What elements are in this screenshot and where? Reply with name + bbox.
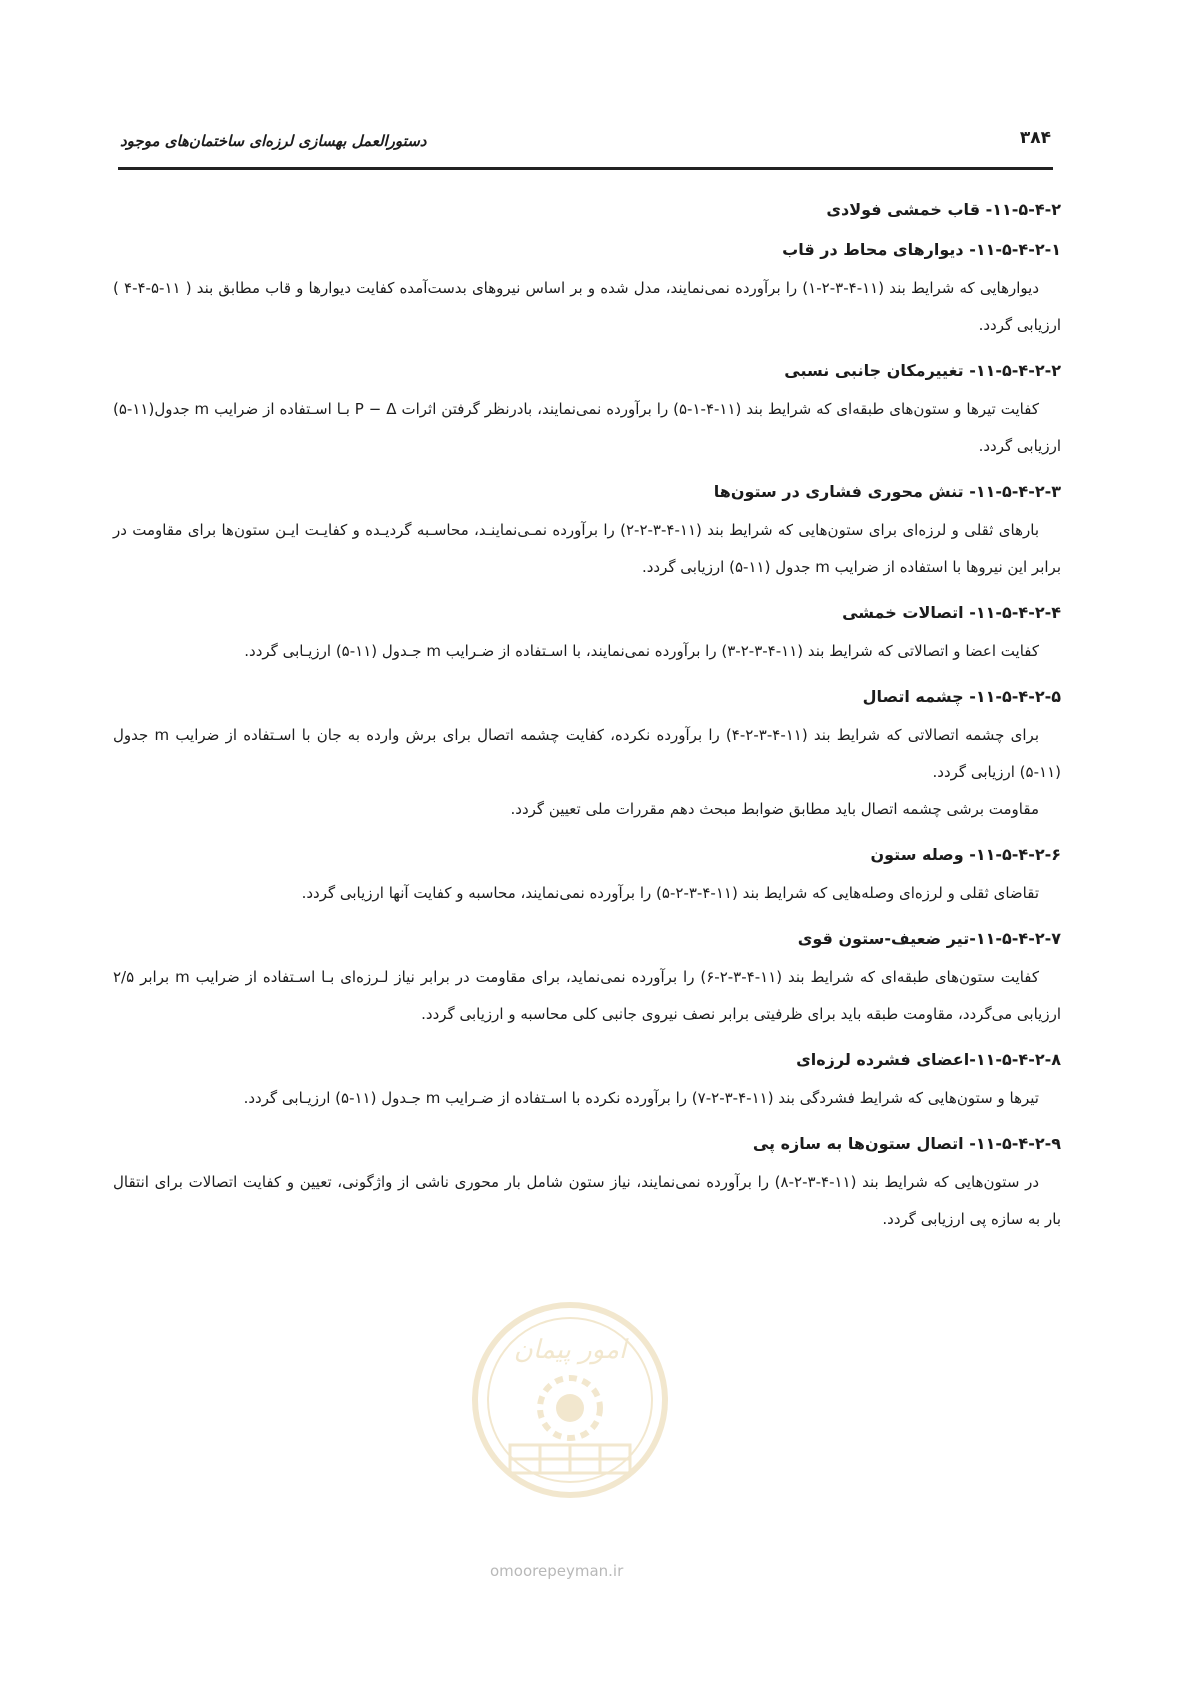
paragraph: دیوارهایی که شرایط بند (۱۱-۴-۳-۲-۱) را برآورده نمی‌نمایند، مدل شده و بر اساس نیروهای بدست‌آمده کفایت دیوارها و قاب مطابق بند ( ۱۱-۵-۴-۴ ) ارزیابی گردد. bbox=[113, 279, 1061, 334]
paragraph: مقاومت برشی چشمه اتصال باید مطابق ضوابط مبحث دهم مقررات ملی تعیین گردد. bbox=[510, 800, 1039, 818]
watermark-logo-text: امور پیمان bbox=[513, 1335, 627, 1365]
document-body bbox=[113, 190, 1061, 1245]
page-header bbox=[120, 124, 1051, 164]
running-title: دستورالعمل بهسازی لرزه‌ای ساختمان‌های موجود bbox=[120, 132, 427, 150]
section-heading: ۱۱-۵-۴-۲-۳- تنش محوری فشاری در ستون‌ها bbox=[713, 482, 1061, 501]
section-heading: ۱۱-۵-۴-۲-۶- وصله ستون bbox=[870, 845, 1061, 864]
paragraph: کفایت ستون‌های طبقه‌ای که شرایط بند (۱۱-۴-۳-۲-۶) را برآورده نمی‌نماید، برای مقاومت در برابر نیاز لـرزه‌ای بـا اسـتفاده از ضرایب m برابر ۲/۵ ارزیابی می‌گردد، مقاومت طبقه باید برای ظرفیتی برابر نصف نیروی جانبی کلی محاسبه و ارزیابی گردد. bbox=[113, 968, 1061, 1023]
header-divider bbox=[118, 167, 1053, 170]
page-number: ۳۸۴ bbox=[1019, 128, 1051, 148]
paragraph: تقاضای ثقلی و لرزه‌ای وصله‌هایی که شرایط بند (۱۱-۴-۳-۲-۵) را برآورده نمی‌نمایند، محاسبه و کفایت آنها ارزیابی گردد. bbox=[301, 884, 1039, 902]
paragraph: در ستون‌هایی که شرایط بند (۱۱-۴-۳-۲-۸) را برآورده نمی‌نمایند، نیاز ستون شامل بار محوری ناشی از واژگونی، تعیین و کفایت اتصالات برای انتقال بار به سازه پی ارزیابی گردد. bbox=[113, 1173, 1061, 1228]
paragraph: تیرها و ستون‌هایی که شرایط فشردگی بند (۱۱-۴-۳-۲-۷) را برآورده نکرده با اسـتفاده از ضـرایب m جـدول (۱۱-۵) ارزیـابی گردد. bbox=[243, 1089, 1039, 1107]
section-heading: ۱۱-۵-۴-۲-۷-تیر ضعیف-ستون قوی bbox=[797, 929, 1061, 948]
section-heading: ۱۱-۵-۴-۲-۸-اعضای فشرده لرزه‌ای bbox=[796, 1050, 1061, 1069]
section-heading: ۱۱-۵-۴-۲- قاب خمشی فولادی bbox=[826, 200, 1061, 219]
section-heading: ۱۱-۵-۴-۲-۴- اتصالات خمشی bbox=[842, 603, 1061, 622]
watermark-site: omoorepeyman.ir bbox=[490, 1562, 624, 1580]
paragraph: کفایت اعضا و اتصالاتی که شرایط بند (۱۱-۴-۳-۲-۳) را برآورده نمی‌نمایند، با اسـتفاده از ضـرایب m جـدول (۱۱-۵) ارزیـابی گردد. bbox=[244, 642, 1039, 660]
paragraph: برای چشمه اتصالاتی که شرایط بند (۱۱-۴-۳-۲-۴) را برآورده نکرده، کفایت چشمه اتصال برای برش وارده به جان با اسـتفاده از ضرایب m جدول (۱۱-۵) ارزیابی گردد. bbox=[113, 726, 1061, 781]
paragraph: کفایت تیرها و ستون‌های طبقه‌ای که شرایط بند (۱۱-۴-۱-۵) را برآورده نمی‌نمایند، بادرنظر گرفتن اثرات P − Δ بـا اسـتفاده از ضرایب m جدول(۱۱-۵) ارزیابی گردد. bbox=[113, 400, 1061, 455]
section-heading: ۱۱-۵-۴-۲-۵- چشمه اتصال bbox=[862, 687, 1061, 706]
paragraph: بارهای ثقلی و لرزه‌ای برای ستون‌هایی که شرایط بند (۱۱-۴-۳-۲-۲) را برآورده نمـی‌نماینـد، محاسـبه گردیـده و کفایـت ایـن ستون‌ها برای مقاومت در برابر این نیروها با استفاده از ضرایب m جدول (۱۱-۵) ارزیابی گردد. bbox=[113, 521, 1061, 576]
section-heading: ۱۱-۵-۴-۲-۱- دیوارهای محاط در قاب bbox=[782, 240, 1061, 259]
seal-logo-icon bbox=[470, 1300, 670, 1500]
section-heading: ۱۱-۵-۴-۲-۲- تغییرمکان جانبی نسبی bbox=[784, 361, 1061, 380]
section-heading: ۱۱-۵-۴-۲-۹- اتصال ستون‌ها به سازه پی bbox=[752, 1134, 1061, 1153]
